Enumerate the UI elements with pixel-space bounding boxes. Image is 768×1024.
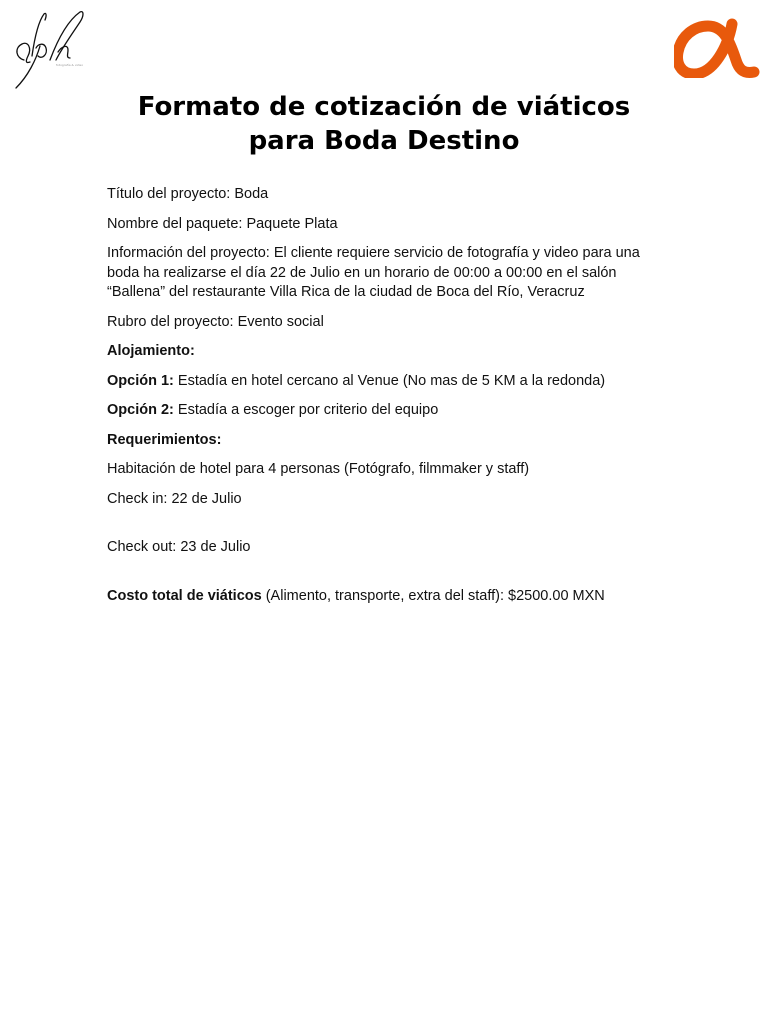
project-info-field: Información del proyecto: El cliente requiere servicio de fotografía y video para una boda ha realizarse el día 22 de Julio en un horario de 00:00 a 00:00 en el salón “Ballena” del restaurante Villa Rica de la ciudad de Boca del Río, Veracruz	[107, 245, 640, 300]
check-in-date: Check in: 22 de Julio	[107, 490, 242, 507]
title-line-1: Formato de cotización de viáticos	[137, 92, 631, 122]
dph-signature-logo	[10, 8, 92, 92]
option-1-text: Estadía en hotel cercano al Venue (No mas de 5 KM a la redonda)	[173, 372, 606, 389]
total-cost	[107, 587, 667, 607]
page-title	[0, 90, 768, 158]
svg-text:fotografía & video: fotografía & video	[56, 63, 84, 67]
accommodation-heading: Alojamiento:	[107, 343, 195, 359]
requirements-heading: Requerimientos:	[107, 431, 222, 448]
document-body	[107, 185, 667, 616]
alpha-logo	[674, 12, 760, 78]
project-category-field: Rubro del proyecto: Evento social	[107, 313, 324, 330]
option-1-label: Opción 1:	[107, 372, 174, 389]
total-cost-label: Costo total de viáticos	[107, 587, 262, 604]
option-2-label: Opción 2:	[107, 402, 174, 418]
title-line-2: para Boda Destino	[248, 126, 520, 156]
option-2-text: Estadía a escoger por criterio del equipo	[173, 402, 439, 418]
total-cost-text: (Alimento, transporte, extra del staff): $2500.00 MXN	[261, 587, 605, 604]
accommodation-option-2	[107, 401, 667, 421]
project-title-field: Título del proyecto: Boda	[107, 186, 269, 202]
room-requirement: Habitación de hotel para 4 personas (Fotógrafo, filmmaker y staff)	[107, 461, 530, 477]
accommodation-option-1	[107, 372, 667, 392]
package-name-field: Nombre del paquete: Paquete Plata	[107, 215, 338, 232]
check-out-date: Check out: 23 de Julio	[107, 539, 251, 555]
